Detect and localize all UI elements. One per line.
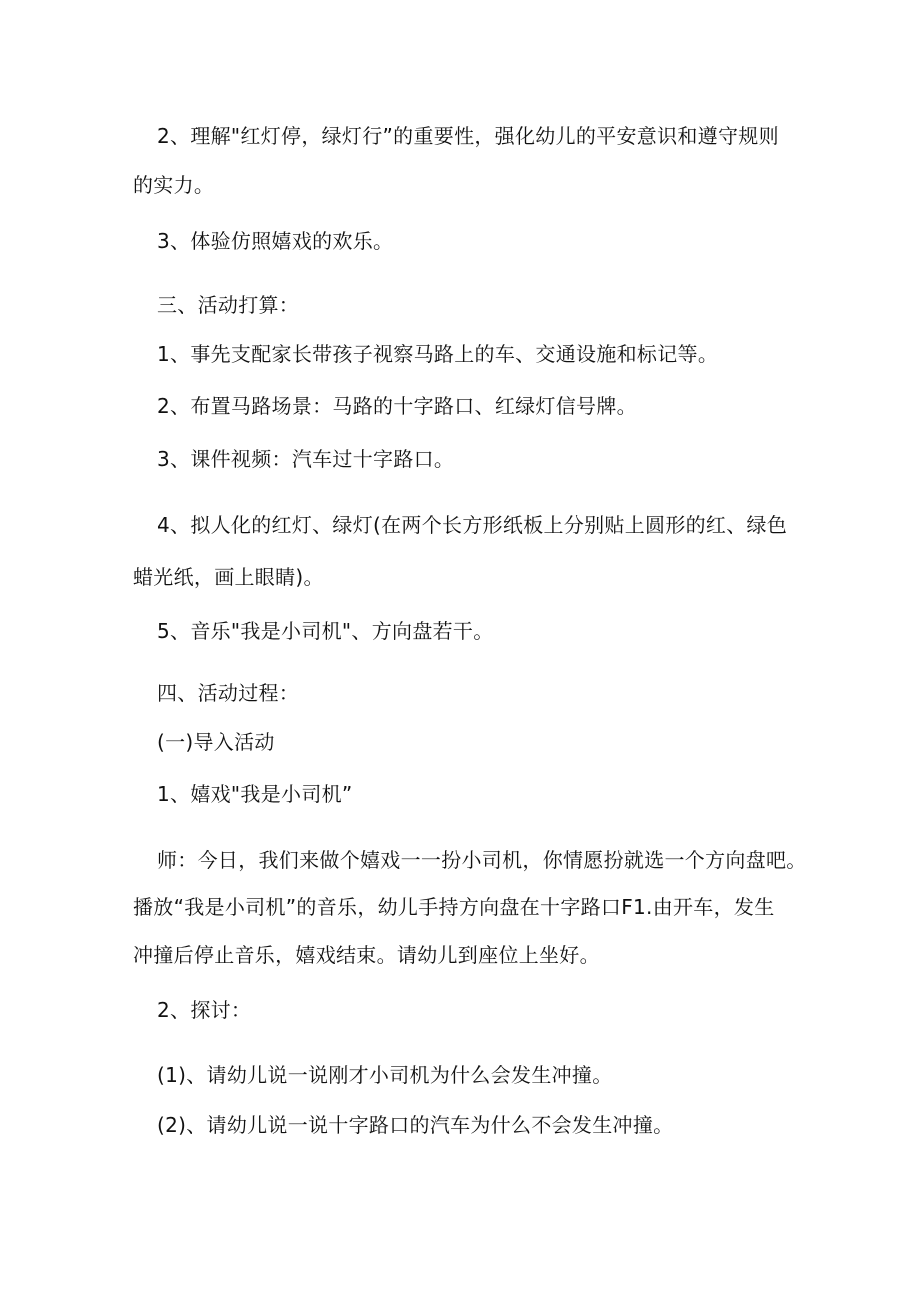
text-line: 1、事先支配家长带孩子视察马路上的车、交通设施和标记等。 (157, 342, 719, 366)
text-line: 冲撞后停止音乐，嬉戏结束。请幼儿到座位上坐好。 (133, 943, 600, 967)
section-heading: 四、活动过程： (157, 681, 300, 705)
section-heading: 三、活动打算： (157, 293, 300, 317)
text-line: (2)、请幼儿说一说十字路口的汽车为什么不会发生冲撞。 (157, 1113, 674, 1137)
text-line: 3、体验仿照嬉戏的欢乐。 (157, 229, 394, 253)
text-line: 2、理解"红灯停，绿灯行”的重要性，强化幼儿的平安意识和遵守规则 (157, 124, 779, 148)
subsection-heading: (一)导入活动 (157, 730, 275, 754)
text-line: 播放“我是小司机”的音乐，幼儿手持方向盘在十字路口F1.由开车，发生 (133, 895, 775, 919)
text-line: 蜡光纸，画上眼睛)。 (133, 565, 324, 589)
text-line: 3、课件视频：汽车过十字路口。 (157, 447, 455, 471)
text-line: 师：今日，我们来做个嬉戏一一扮小司机，你情愿扮就选一个方向盘吧。 (157, 848, 807, 872)
text-line: 2、布置马路场景：马路的十字路口、红绿灯信号牌。 (157, 394, 637, 418)
text-line: 2、探讨： (157, 998, 252, 1022)
text-line: 5、音乐"我是小司机"、方向盘若干。 (157, 619, 494, 643)
text-line: 4、拟人化的红灯、绿灯(在两个长方形纸板上分别贴上圆形的红、绿色 (157, 513, 788, 537)
text-line: (1)、请幼儿说一说刚才小司机为什么会发生冲撞。 (157, 1063, 613, 1087)
text-line: 1、嬉戏"我是小司机” (157, 782, 353, 806)
text-line: 的实力。 (133, 173, 215, 197)
